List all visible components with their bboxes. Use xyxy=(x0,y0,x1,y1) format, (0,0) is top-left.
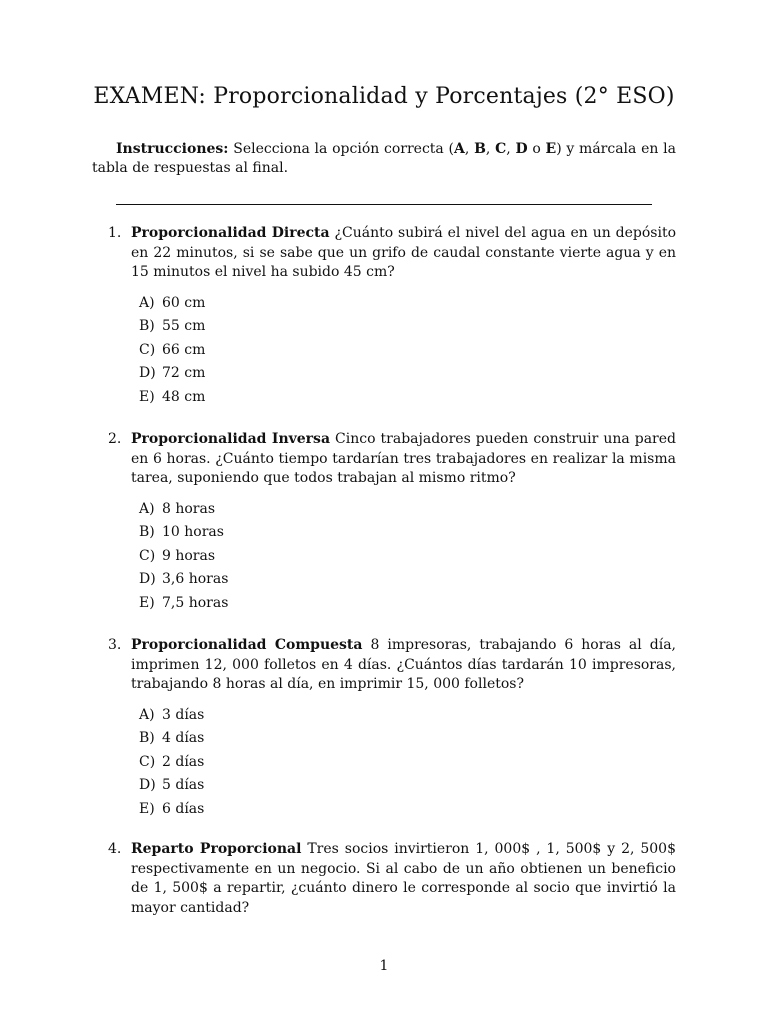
sep-2: , xyxy=(485,141,496,157)
option-label: B) xyxy=(139,318,155,334)
option-list xyxy=(139,292,676,410)
sep-3: , xyxy=(506,141,516,157)
option-text: 66 cm xyxy=(162,341,206,358)
question-heading: Reparto Proporcional xyxy=(131,841,302,857)
question-stem xyxy=(131,430,676,489)
option-text: 10 horas xyxy=(162,524,224,540)
page-number: 1 xyxy=(379,958,389,974)
option-label: C) xyxy=(139,753,156,770)
option-a[interactable] xyxy=(139,292,676,316)
option-label: D) xyxy=(139,571,156,587)
question-1 xyxy=(108,224,676,409)
option-d[interactable] xyxy=(139,774,676,798)
option-text: 60 cm xyxy=(162,294,206,311)
question-heading: Proporcionalidad Compuesta xyxy=(131,637,363,653)
option-label: E) xyxy=(139,800,155,817)
option-a[interactable] xyxy=(139,704,676,728)
option-label: B) xyxy=(139,730,155,746)
option-label: A) xyxy=(139,706,155,723)
option-text: 5 días xyxy=(162,777,205,793)
option-text: 48 cm xyxy=(162,388,206,405)
question-stem xyxy=(131,636,676,695)
divider-rule xyxy=(116,204,652,205)
letter-b: B xyxy=(474,141,486,157)
option-label: E) xyxy=(139,388,155,405)
question-number: 4. xyxy=(108,841,122,857)
option-label: B) xyxy=(139,524,155,540)
sep-1: , xyxy=(464,141,475,157)
option-text: 8 horas xyxy=(162,500,216,517)
question-heading: Proporcionalidad Inversa xyxy=(131,431,331,447)
option-b[interactable] xyxy=(139,727,676,751)
sep-4: o xyxy=(527,141,546,157)
option-text: 3 días xyxy=(162,706,205,723)
option-text: 3,6 horas xyxy=(162,571,229,587)
option-label: E) xyxy=(139,594,155,611)
question-number: 1. xyxy=(108,225,122,241)
option-text: 4 días xyxy=(162,730,205,746)
question-2 xyxy=(108,430,676,615)
exam-title: EXAMEN: Proporcionalidad y Porcentajes (2° ESO) xyxy=(93,84,675,109)
question-text: 8 impresoras, trabajando 6 horas al día, imprimen 12, 000 folletos en 4 días. ¿Cuántos días tardarán 10 impresoras, trabajando 8 horas al día, en imprimir 15, 000 folletos? xyxy=(131,637,676,692)
option-label: C) xyxy=(139,341,156,358)
question-text: Tres socios invirtieron 1, 000$ , 1, 500$ y 2, 500$ respectivamente en un negocio. Si al cabo de un año obtienen un beneficio de 1, 500$ a repartir, ¿cuánto dinero le corresponde al socio que invirtió la mayor cantidad? xyxy=(131,841,676,916)
option-c[interactable] xyxy=(139,545,676,569)
question-4 xyxy=(108,840,676,918)
option-text: 72 cm xyxy=(162,365,206,381)
option-label: D) xyxy=(139,777,156,793)
option-e[interactable] xyxy=(139,798,676,822)
option-label: A) xyxy=(139,294,155,311)
letter-e: E xyxy=(545,141,557,157)
option-label: C) xyxy=(139,547,156,564)
option-text: 7,5 horas xyxy=(162,594,229,611)
option-c[interactable] xyxy=(139,339,676,363)
instructions xyxy=(92,140,676,178)
option-text: 55 cm xyxy=(162,318,206,334)
question-3 xyxy=(108,636,676,821)
option-list xyxy=(139,498,676,616)
option-d[interactable] xyxy=(139,362,676,386)
instructions-label: Instrucciones: xyxy=(116,141,229,157)
letter-a: A xyxy=(453,141,465,157)
instructions-text-b: ) y márcala en la tabla de respuestas al final. xyxy=(92,141,676,176)
letter-d: D xyxy=(515,141,528,157)
option-label: A) xyxy=(139,500,155,517)
question-stem xyxy=(131,840,676,918)
option-b[interactable] xyxy=(139,521,676,545)
letter-c: C xyxy=(495,141,507,157)
question-number: 2. xyxy=(108,431,122,447)
option-text: 6 días xyxy=(162,800,205,817)
option-b[interactable] xyxy=(139,315,676,339)
question-heading: Proporcionalidad Directa xyxy=(131,225,330,241)
option-text: 9 horas xyxy=(162,547,216,564)
option-list xyxy=(139,704,676,822)
question-text: Cinco trabajadores pueden construir una pared en 6 horas. ¿Cuánto tiempo tardarían tres trabajadores en realizar la misma tarea, suponiendo que todos trabajan al mismo ritmo? xyxy=(131,431,676,486)
option-d[interactable] xyxy=(139,568,676,592)
option-c[interactable] xyxy=(139,751,676,775)
question-number: 3. xyxy=(108,637,122,653)
question-text: ¿Cuánto subirá el nivel del agua en un depósito en 22 minutos, si se sabe que un grifo de caudal constante vierte agua y en 15 minutos el nivel ha subido 45 cm? xyxy=(131,225,676,280)
option-a[interactable] xyxy=(139,498,676,522)
option-label: D) xyxy=(139,365,156,381)
instructions-text-a: Selecciona la opción correcta ( xyxy=(228,141,454,157)
option-text: 2 días xyxy=(162,753,205,770)
option-e[interactable] xyxy=(139,592,676,616)
question-stem xyxy=(131,224,676,283)
option-e[interactable] xyxy=(139,386,676,410)
